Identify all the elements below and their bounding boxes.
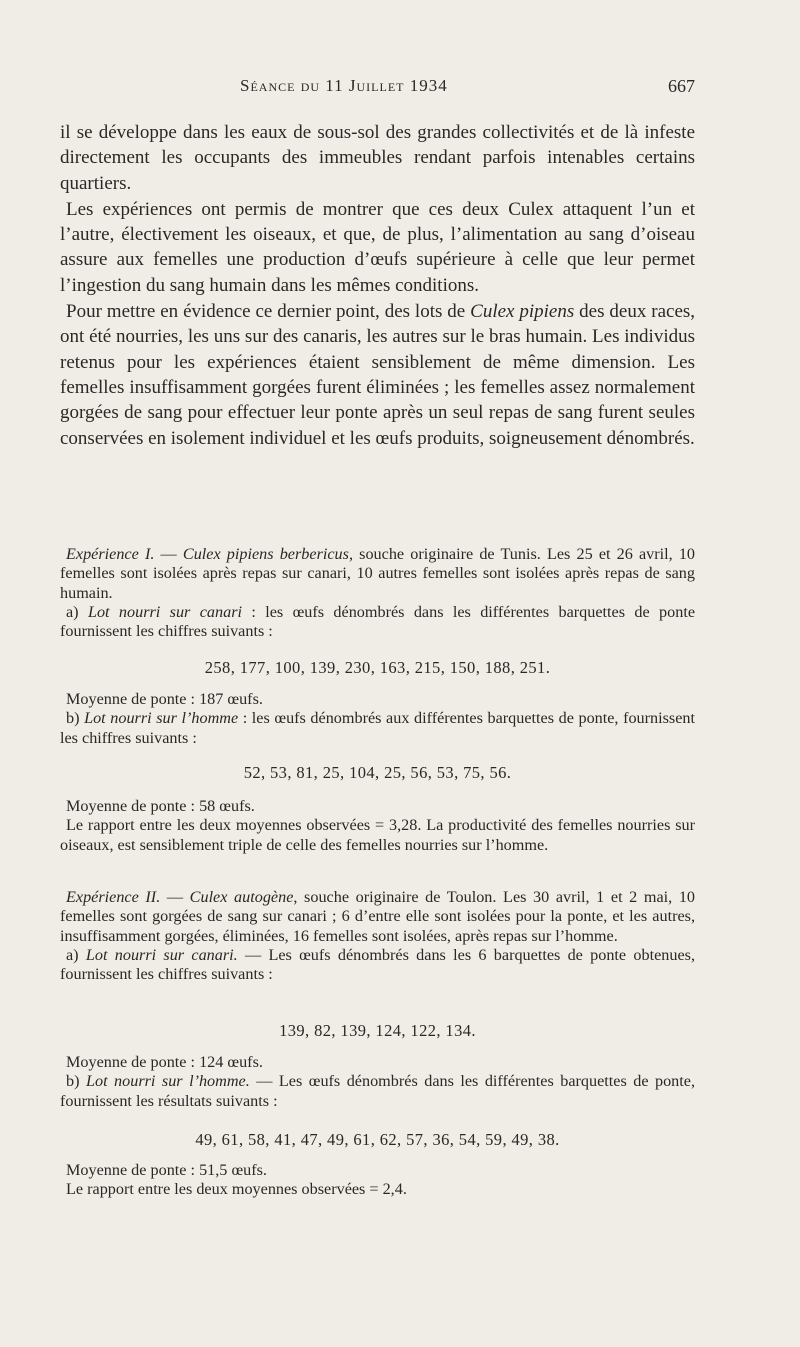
running-header bbox=[240, 76, 695, 102]
experiment-2-lot-b-values: 49, 61, 58, 41, 47, 49, 61, 62, 57, 36, 54, 59, 49, 38. bbox=[195, 1130, 560, 1149]
experiment-1-lot-a-mean: Moyenne de ponte : 187 œufs. bbox=[66, 690, 263, 708]
paragraph-3-start: Pour mettre en évidence ce dernier point, des lots de bbox=[66, 301, 471, 323]
experiment-2-conclusion bbox=[60, 1161, 695, 1200]
experiment-1-title: Expérience I. bbox=[66, 545, 155, 563]
experiment-1-species: Culex pipiens berbericus bbox=[182, 545, 349, 563]
experiment-2-lot-a-values: 139, 82, 139, 124, 122, 134. bbox=[279, 1021, 476, 1040]
experiment-2-lot-a-mean: Moyenne de ponte : 124 œufs. bbox=[66, 1053, 263, 1071]
paragraph-1: il se développe dans les eaux de sous-sol des grandes collectivités et de là infeste directement les occupants des immeubles rendant parfois intenables certains quartiers. bbox=[60, 122, 695, 194]
lot-b-label: Lot nourri sur l’homme bbox=[84, 709, 239, 728]
paragraph-3 bbox=[60, 299, 695, 451]
experiment-2-intro: Expérience II. — Culex autogène, souche originaire de Toulon. Les 30 avril, 1 et 2 mai, 10 femelles sont gorgées de sang sur canari ; 6 d’entre elle sont isolées pour la ponte, et les autres, insuffisamment gorgées, éliminées, 16 femelles sont isolées, après repas sur l’homme. bbox=[60, 888, 696, 945]
experiment-1-ratio: Le rapport entre les deux moyennes observées = 3,28. La productivité des femelles nourries sur oiseaux, est sensiblement triple de celle des femelles nourries sur l’homme. bbox=[60, 816, 695, 854]
lot-a-label: Lot nourri sur canari bbox=[87, 602, 242, 621]
lot-a-label: Lot nourri sur canari. bbox=[85, 945, 238, 964]
running-title: Séance du 11 Juillet 1934 bbox=[240, 76, 448, 95]
paragraph-3-end: des deux races, ont été nourries, les uns sur des canaris, les autres sur le bras humain. Les individus retenus pour les expériences étaient sensiblement de même dimension. Les femelles insuffisamment gorgées furent éliminées ; les femelles assez normalement gorgées de sang pour effectuer leur ponte après un seul repas de sang furent seules conservées en isolement individuel et les œufs produits, soigneusement dénombrés. bbox=[60, 301, 696, 449]
species-name: Culex pipiens bbox=[470, 301, 575, 323]
page-number: 667 bbox=[668, 76, 695, 96]
experiment-2 bbox=[60, 888, 695, 984]
experiment-2-ratio: Le rapport entre les deux moyennes observées = 2,4. bbox=[66, 1180, 407, 1199]
experiment-2-title: Expérience II. bbox=[66, 888, 161, 906]
experiment-2-lot-b-mean: Moyenne de ponte : 51,5 œufs. bbox=[66, 1161, 267, 1179]
experiment-2-lot-b: b) Lot nourri sur l’homme. — Les œufs dénombrés dans les différentes barquettes de ponte, fournissent les résultats suivants : bbox=[60, 1072, 695, 1110]
experiment-1-lot-b-values: 52, 53, 81, 25, 104, 25, 56, 53, 75, 56. bbox=[243, 763, 512, 782]
experiment-2-species: Culex autogène bbox=[189, 888, 294, 906]
experiment-1-part-b bbox=[60, 690, 695, 748]
experiment-1-lot-b: b) Lot nourri sur l’homme : les œufs dénombrés aux différentes barquettes de ponte, fournissent les chiffres suivants : bbox=[60, 709, 695, 747]
lot-b-label: Lot nourri sur l’homme. bbox=[85, 1072, 250, 1091]
experiment-1 bbox=[60, 545, 695, 641]
experiment-1-intro: Expérience I. — Culex pipiens berbericus, souche originaire de Tunis. Les 25 et 26 avril, 10 femelles sont isolées après repas sur canari, 10 autres femelles sont isolées après repas de sang humain. bbox=[60, 545, 696, 602]
experiment-1-conclusion bbox=[60, 797, 695, 855]
experiment-1-lot-a: a) Lot nourri sur canari : les œufs dénombrés dans les différentes barquettes de ponte fournissent les chiffres suivants : bbox=[60, 602, 696, 641]
body-text bbox=[60, 120, 695, 451]
experiment-1-lot-a-values: 258, 177, 100, 139, 230, 163, 215, 150, 188, 251. bbox=[204, 658, 551, 677]
experiment-2-lot-a: a) Lot nourri sur canari. — Les œufs dénombrés dans les 6 barquettes de ponte obtenues, fournissent les chiffres suivants : bbox=[60, 945, 695, 984]
experiment-1-lot-b-mean: Moyenne de ponte : 58 œufs. bbox=[66, 797, 255, 815]
paragraph-2: Les expériences ont permis de montrer que ces deux Culex attaquent l’un et l’autre, électivement les oiseaux, et que, de plus, l’alimentation au sang d’oiseau assure aux femelles une production d’œufs supérieure à celle que leur permet l’ingestion du sang humain dans les mêmes conditions. bbox=[60, 198, 695, 296]
experiment-2-part-b bbox=[60, 1053, 695, 1111]
